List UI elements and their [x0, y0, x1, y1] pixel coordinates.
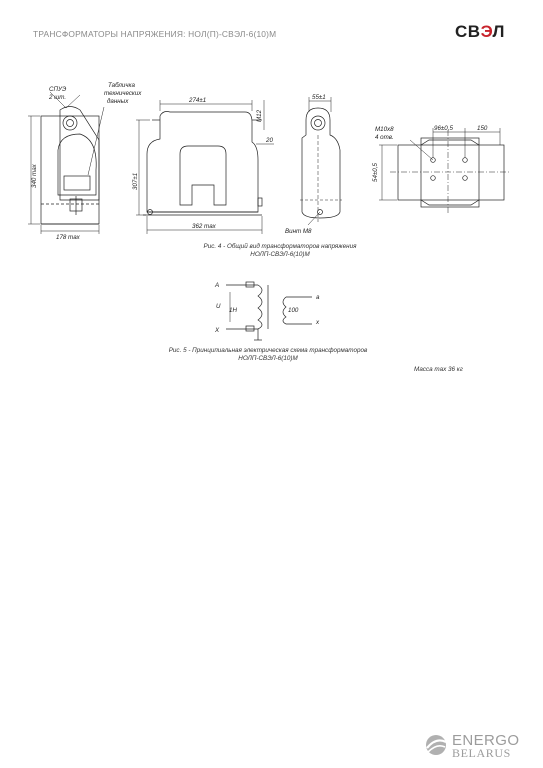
dim-base-54: 54±0,5 — [372, 163, 379, 182]
figure5-caption — [128, 347, 408, 363]
secondary-terminal-x: х — [316, 319, 320, 326]
figure5-caption-line2: НОЛП-СВЭЛ-6(10)М — [238, 355, 298, 362]
label-m10: М10х8 — [375, 126, 394, 133]
dim-height-max: 340 max — [31, 164, 38, 188]
brand-logo-part-3: Л — [492, 22, 505, 41]
dim-hole-spacing: 96±0,5 — [434, 125, 453, 132]
figure5-caption-line1: Рис. 5 - Принципиальная электрическая схема трансформаторов — [168, 347, 368, 354]
energo-belarus-logo — [424, 732, 528, 762]
dim-side-top: 55±1 — [312, 94, 326, 101]
secondary-terminal-a: а — [316, 294, 320, 301]
brand-logo-part-1: СВ — [455, 22, 481, 41]
terminal-a: А — [215, 282, 220, 289]
primary-winding-label: 1Н — [229, 307, 237, 314]
label-m12: М12 — [256, 109, 263, 122]
label-plate-3: данных — [107, 98, 129, 105]
voltage-label: U — [216, 303, 221, 310]
label-spue: СПУЭ — [49, 86, 67, 93]
figure4-caption-line1: Рис. 4 - Общий вид трансформаторов напряжения — [203, 243, 357, 250]
figure4-caption — [150, 243, 410, 259]
brand-logo-part-2: Э — [480, 22, 493, 41]
label-plate-1: Табличка — [108, 82, 135, 89]
label-plate-2: технических — [104, 90, 142, 97]
side-view — [300, 97, 342, 225]
figure4-caption-line2: НОЛП-СВЭЛ-6(10)М — [250, 251, 310, 258]
label-holes: 4 отв. — [375, 134, 394, 141]
page-header-title: ТРАНСФОРМАТОРЫ НАПРЯЖЕНИЯ: НОЛ(П)-СВЭЛ-6(10)М — [33, 29, 277, 39]
energo-swoosh-icon — [424, 733, 448, 757]
label-spue-count: 2 шт. — [49, 94, 67, 101]
footer-logo-line1: ENERGO — [452, 732, 520, 749]
label-bolt-m8: Винт М8 — [285, 228, 312, 235]
terminal-x: Х — [215, 327, 220, 334]
dim-base-150: 150 — [477, 125, 488, 132]
wiring-schematic — [226, 282, 312, 340]
dim-width-max: 178 max — [56, 234, 80, 241]
dim-base-length: 362 max — [192, 223, 216, 230]
mass-note: Масса max 36 кг — [414, 366, 463, 373]
dim-top-width: 274±1 — [189, 97, 207, 104]
secondary-winding-label: 100 — [288, 307, 299, 314]
main-view — [136, 100, 274, 234]
front-view — [28, 92, 104, 234]
dim-thread-20: 20 — [266, 137, 273, 144]
footer-logo-line2: BELARUS — [452, 746, 511, 760]
bottom-view — [379, 128, 510, 214]
dim-height-body: 307±1 — [132, 172, 139, 190]
